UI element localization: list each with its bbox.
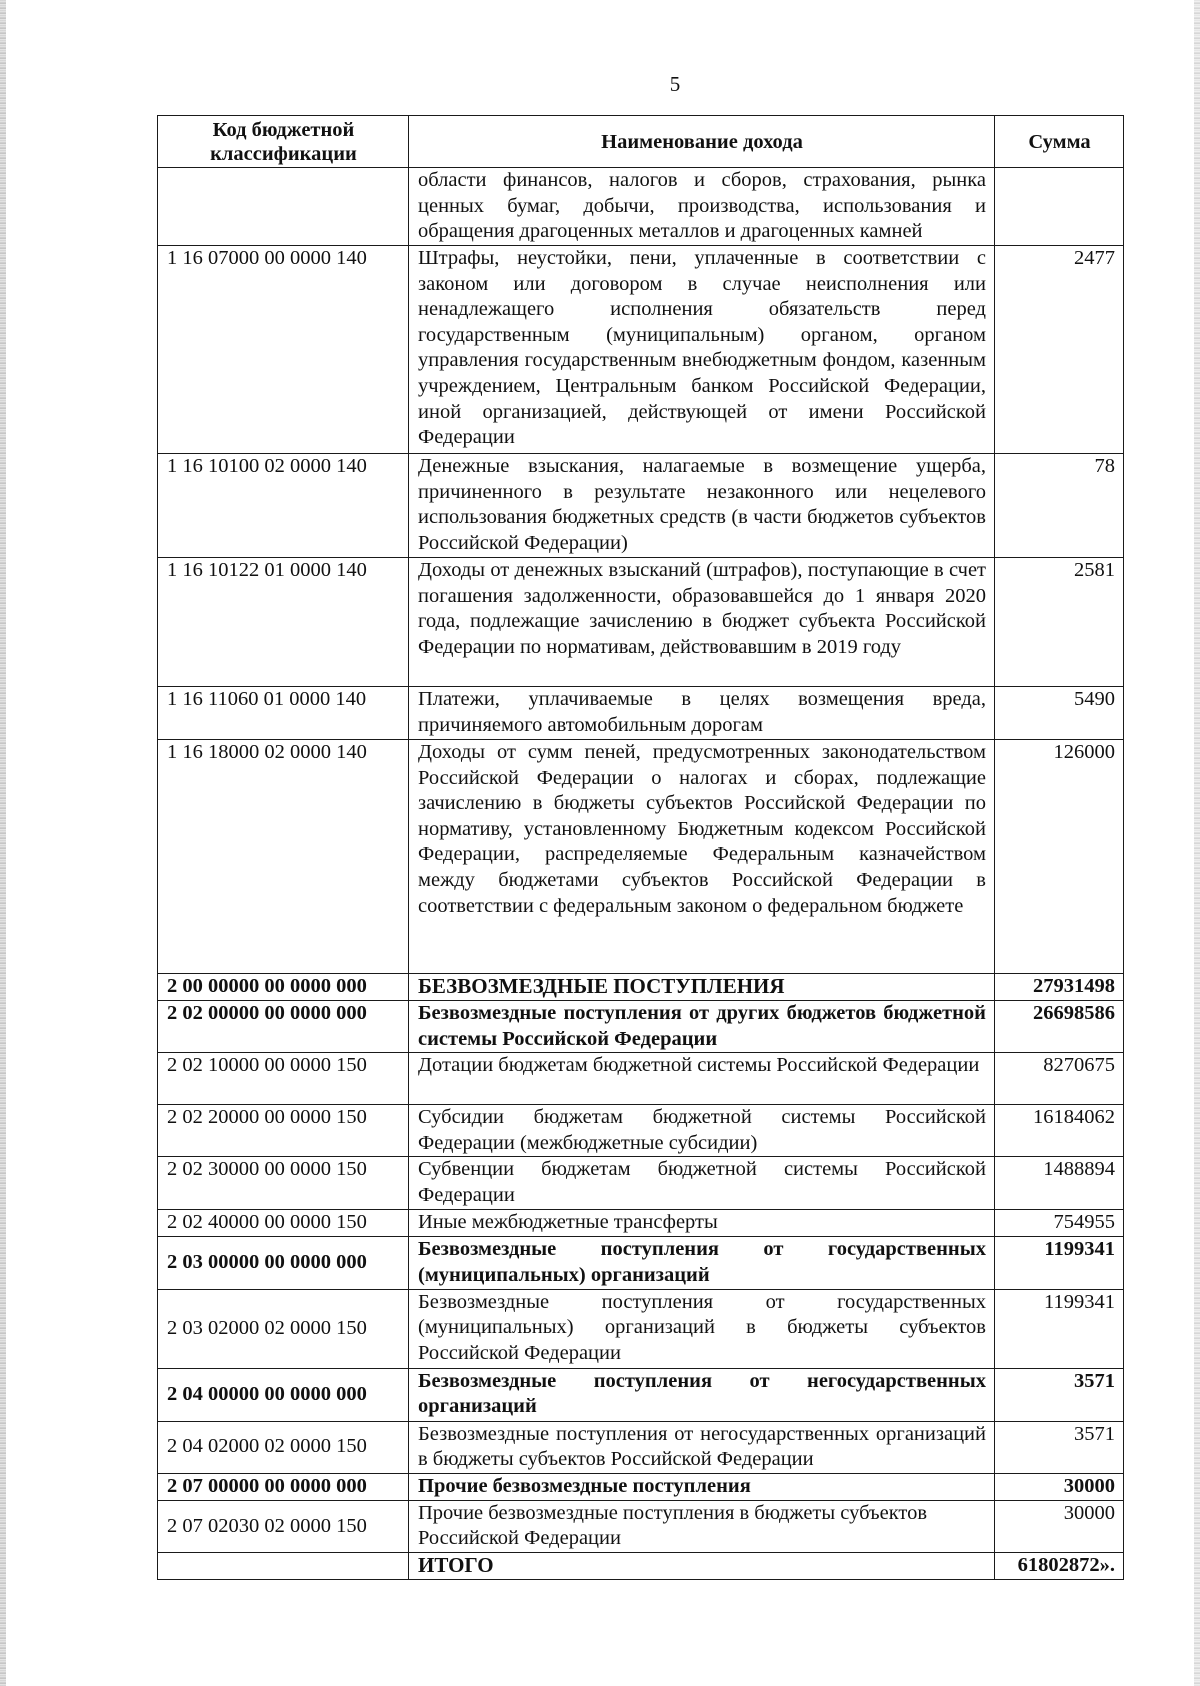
cell-name: Субсидии бюджетам бюджетной системы Российской Федерации (межбюджетные субсидии): [409, 1105, 995, 1157]
cell-code: 2 02 10000 00 0000 150: [158, 1053, 409, 1105]
table-row: [158, 454, 1124, 558]
cell-name: Безвозмездные поступления от других бюджетов бюджетной системы Российской Федерации: [409, 1001, 995, 1053]
cell-code: 1 16 10122 01 0000 140: [158, 558, 409, 687]
cell-code: 2 03 00000 00 0000 000: [158, 1237, 409, 1289]
page-number: 5: [669, 72, 681, 96]
cell-sum: 26698586: [995, 1001, 1124, 1053]
cell-code: 1 16 10100 02 0000 140: [158, 454, 409, 558]
cell-name: Безвозмездные поступления от негосударственных организаций в бюджеты субъектов Российской Федерации: [409, 1421, 995, 1473]
cell-code: [158, 168, 409, 246]
cell-sum: 1488894: [995, 1157, 1124, 1210]
table-row: [158, 687, 1124, 740]
cell-code: 2 07 00000 00 0000 000: [158, 1473, 409, 1500]
budget-revenue-table: [157, 115, 1124, 1580]
cell-code: 2 04 02000 02 0000 150: [158, 1421, 409, 1473]
header-sum: Сумма: [995, 116, 1124, 168]
cell-sum: [995, 168, 1124, 246]
cell-name: области финансов, налогов и сборов, страхования, рынка ценных бумаг, добычи, производства, использования и обращения драгоценных металлов и драгоценных камней: [409, 168, 995, 246]
cell-name: Штрафы, неустойки, пени, уплаченные в соответствии с законом или договором в случае неисполнения или ненадлежащего исполнения обязательств перед государственным (муниципальным) органом, органом управления государственным внебюджетным фондом, казенным учреждением, Центральным банком Российской Федерации, иной организацией, действующей от имени Российской Федерации: [409, 246, 995, 454]
cell-name: Безвозмездные поступления от негосударственных организаций: [409, 1368, 995, 1421]
cell-code: 2 02 40000 00 0000 150: [158, 1210, 409, 1237]
table-row-section: [158, 1368, 1124, 1421]
cell-sum: 754955: [995, 1210, 1124, 1237]
table-row-total: [158, 1552, 1124, 1579]
cell-sum: 3571: [995, 1368, 1124, 1421]
cell-name: Доходы от сумм пеней, предусмотренных законодательством Российской Федерации о налогах и сборах, подлежащие зачислению в бюджеты субъектов Российской Федерации по нормативу, установленному Бюджетным кодексом Российской Федерации, распределяемые Федеральным казначейством между бюджетами субъектов Российской Федерации в соответствии с федеральным законом о федеральном бюджете: [409, 740, 995, 974]
cell-code: [158, 1552, 409, 1579]
header-name: Наименование дохода: [409, 116, 995, 168]
table-header-row: [158, 116, 1124, 168]
cell-code: 2 02 30000 00 0000 150: [158, 1157, 409, 1210]
table-row-section: [158, 1237, 1124, 1289]
cell-name: Доходы от денежных взысканий (штрафов), поступающие в счет погашения задолженности, образовавшейся до 1 января 2020 года, подлежащие зачислению в бюджет субъекта Российской Федерации по нормативам, действовавшим в 2019 году: [409, 558, 995, 687]
cell-name: Денежные взыскания, налагаемые в возмещение ущерба, причиненного в результате незаконного или нецелевого использования бюджетных средств (в части бюджетов субъектов Российской Федерации): [409, 454, 995, 558]
cell-sum: 126000: [995, 740, 1124, 974]
cell-sum: 1199341: [995, 1237, 1124, 1289]
table-row: [158, 1053, 1124, 1105]
header-code: Код бюджетной классификации: [158, 116, 409, 168]
table-row-section: [158, 1001, 1124, 1053]
cell-name: Дотации бюджетам бюджетной системы Российской Федерации: [409, 1053, 995, 1105]
total-label: ИТОГО: [409, 1552, 995, 1579]
cell-code: 1 16 18000 02 0000 140: [158, 740, 409, 974]
cell-sum: 2581: [995, 558, 1124, 687]
cell-sum: 8270675: [995, 1053, 1124, 1105]
cell-code: 2 04 00000 00 0000 000: [158, 1368, 409, 1421]
cell-sum: 5490: [995, 687, 1124, 740]
scan-edge-left: [0, 0, 6, 1686]
table-row: [158, 1210, 1124, 1237]
cell-code: 1 16 11060 01 0000 140: [158, 687, 409, 740]
cell-sum: 3571: [995, 1421, 1124, 1473]
cell-name: Иные межбюджетные трансферты: [409, 1210, 995, 1237]
cell-sum: 16184062: [995, 1105, 1124, 1157]
scan-edge-right: [1194, 0, 1200, 1686]
table-row-section: [158, 974, 1124, 1001]
cell-code: 2 02 00000 00 0000 000: [158, 1001, 409, 1053]
table-row: [158, 1105, 1124, 1157]
table-row: [158, 1289, 1124, 1368]
cell-sum: 78: [995, 454, 1124, 558]
cell-code: 1 16 07000 00 0000 140: [158, 246, 409, 454]
cell-sum: 2477: [995, 246, 1124, 454]
cell-code: 2 02 20000 00 0000 150: [158, 1105, 409, 1157]
cell-name: БЕЗВОЗМЕЗДНЫЕ ПОСТУПЛЕНИЯ: [409, 974, 995, 1001]
table-row: [158, 168, 1124, 246]
table-row: [158, 1157, 1124, 1210]
cell-name: Безвозмездные поступления от государственных (муниципальных) организаций: [409, 1237, 995, 1289]
cell-name: Безвозмездные поступления от государственных (муниципальных) организаций в бюджеты субъектов Российской Федерации: [409, 1289, 995, 1368]
cell-sum: 30000: [995, 1500, 1124, 1552]
total-sum: 61802872».: [995, 1552, 1124, 1579]
cell-name: Субвенции бюджетам бюджетной системы Российской Федерации: [409, 1157, 995, 1210]
cell-name: Платежи, уплачиваемые в целях возмещения вреда, причиняемого автомобильным дорогам: [409, 687, 995, 740]
table-row-section: [158, 1473, 1124, 1500]
cell-sum: 1199341: [995, 1289, 1124, 1368]
table-row: [158, 558, 1124, 687]
cell-name: Прочие безвозмездные поступления: [409, 1473, 995, 1500]
cell-sum: 30000: [995, 1473, 1124, 1500]
cell-sum: 27931498: [995, 974, 1124, 1001]
cell-code: 2 03 02000 02 0000 150: [158, 1289, 409, 1368]
table-row: [158, 1500, 1124, 1552]
table-row: [158, 740, 1124, 974]
cell-code: 2 07 02030 02 0000 150: [158, 1500, 409, 1552]
cell-name: Прочие безвозмездные поступления в бюджеты субъектов Российской Федерации: [409, 1500, 995, 1552]
table-row: [158, 246, 1124, 454]
table-row: [158, 1421, 1124, 1473]
cell-code: 2 00 00000 00 0000 000: [158, 974, 409, 1001]
